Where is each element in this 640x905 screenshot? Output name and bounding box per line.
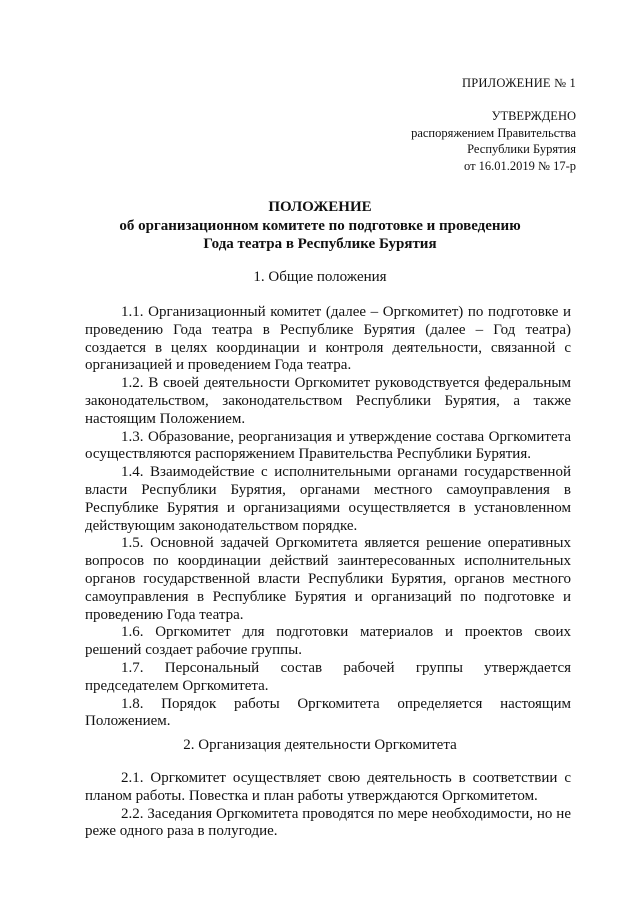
paragraph-1-2: 1.2. В своей деятельности Оргкомитет руководствуется федеральным законодательством, законодательством Республики Бурятия, а также настоящим Положением.: [85, 375, 571, 427]
paragraph-2-2: 2.2. Заседания Оргкомитета проводятся по мере необходимости, но не реже одного раза в полугодие.: [85, 805, 571, 840]
paragraph-1-4: 1.4. Взаимодействие с исполнительными органами государственной власти Республики Бурятия, органами местного самоуправления в Республике Бурятия и организациями осуществляется в установленном действующим законодательством порядке.: [85, 464, 571, 534]
paragraph-1-6: 1.6. Оргкомитет для подготовки материалов и проектов своих решений создает рабочие группы.: [85, 624, 571, 659]
appendix-label: ПРИЛОЖЕНИЕ № 1: [462, 76, 576, 90]
paragraph-1-5: 1.5. Основной задачей Оргкомитета является решение оперативных вопросов по координации действий заинтересованных исполнительных органов государственной власти Республики Бурятия, органов местного самоуправления в Республике Бурятия и организаций по подготовке и проведению Года театра.: [85, 535, 571, 623]
paragraph-1-7: 1.7. Персональный состав рабочей группы утверждается председателем Оргкомитета.: [85, 659, 571, 694]
section-2-body: [85, 770, 571, 841]
section-1-heading: 1. Общие положения: [253, 269, 387, 285]
paragraph-2-1: 2.1. Оргкомитет осуществляет свою деятельность в соответствии с планом работы. Повестка и план работы утверждаются Оргкомитетом.: [85, 770, 571, 804]
document-title: [0, 198, 640, 254]
paragraph-1-1: 1.1. Организационный комитет (далее – Оргкомитет) по подготовке и проведению Года театра в Республике Бурятия (далее – Год театра) создается в целях координации и контроля деятельности, связанной с организацией и проведением Года театра.: [85, 304, 571, 374]
paragraph-1-3: 1.3. Образование, реорганизация и утверждение состава Оргкомитета осуществляются распоряжением Правительства Республики Бурятия.: [85, 428, 571, 463]
order-date: от 16.01.2019 № 17-р: [463, 158, 576, 173]
approved-label: УТВЕРЖДЕНО: [491, 109, 576, 123]
title-line-3: Года театра в Республике Бурятия: [203, 236, 437, 252]
order-line-2: Республики Бурятия: [467, 142, 576, 156]
approval-block: [411, 108, 576, 174]
title-line-1: ПОЛОЖЕНИЕ: [268, 199, 372, 215]
section-2-heading: 2. Организация деятельности Оргкомитета: [183, 737, 457, 753]
paragraph-1-8: 1.8. Порядок работы Оргкомитета определяется настоящим Положением.: [85, 695, 571, 730]
order-line-1: распоряжением Правительства: [411, 125, 576, 140]
section-1-body: [85, 304, 571, 731]
title-line-2: об организационном комитете по подготовке и проведению: [119, 217, 521, 234]
